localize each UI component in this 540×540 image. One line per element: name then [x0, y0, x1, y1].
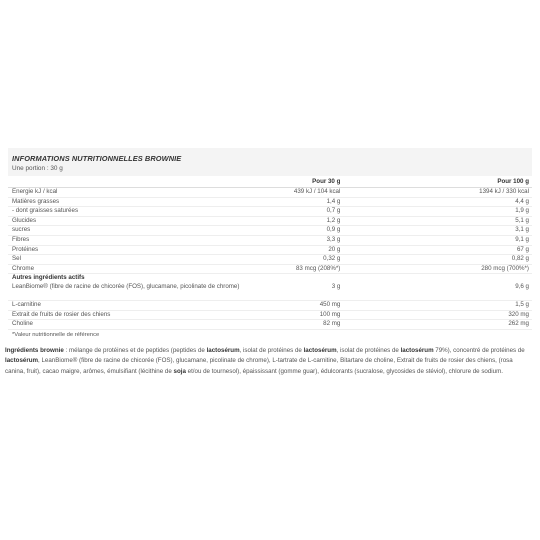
ingredient-text: : mélange de protéines et de peptides (peptides de — [63, 347, 207, 354]
section-row — [8, 274, 532, 283]
row-label: Energie kJ / kcal — [8, 188, 280, 198]
footnote: *Valeur nutritionnelle de référence — [12, 331, 100, 338]
ingredients-text — [5, 346, 525, 377]
table-row — [8, 300, 532, 310]
value-100g: 0,82 g — [343, 255, 532, 265]
row-label: LeanBiome® (fibre de racine de chicorée (FOS), glucamane, picolinate de chrome) — [8, 283, 280, 301]
value-100g: 1,5 g — [343, 300, 532, 310]
header-cell-30g: Pour 30 g — [280, 176, 343, 188]
ingredient-text: et/ou de tournesol), épaississant (gomme guar), édulcorants (sucralose, glycosides de stéviol), chlorure de sodium. — [185, 367, 503, 375]
nutrition-table — [8, 176, 532, 330]
value-30g: 3 g — [280, 283, 343, 301]
value-100g: 320 mg — [343, 310, 532, 320]
row-label: Protéines — [8, 245, 280, 255]
row-label: - dont graisses saturées — [8, 207, 280, 217]
allergen-text: soja — [173, 367, 186, 375]
table-row — [8, 320, 532, 330]
row-label: Chrome — [8, 264, 280, 274]
value-30g: 0,9 g — [280, 226, 343, 236]
value-100g: 5,1 g — [343, 216, 532, 226]
ingredient-text: , isolat de protéines de — [239, 347, 304, 354]
allergen-text: lactosérum — [303, 347, 337, 354]
header-cell-100g: Pour 100 g — [343, 176, 532, 188]
value-100g: 3,1 g — [343, 226, 532, 236]
value-100g: 262 mg — [343, 320, 532, 330]
ingredients-label: Ingrédients brownie — [5, 347, 64, 354]
table-header-row — [8, 176, 532, 188]
ingredient-text: , LeanBiome® (fibre de racine de chicorée (FOS), glucamane, picolinate de chrome), L-tartrate de L-carnitine, Bitartare de choline, Extrait de fruits de rosier des chiens, (rosa canina, fruit), cacao maigre, arômes, émulsifiant (lécithine de — [5, 357, 513, 375]
row-label: Fibres — [8, 235, 280, 245]
table-row — [8, 283, 532, 301]
value-30g: 450 mg — [280, 300, 343, 310]
value-30g: 20 g — [280, 245, 343, 255]
ingredient-text: , isolat de protéines de — [336, 347, 401, 354]
value-30g: 1,4 g — [280, 197, 343, 207]
ingredients-body — [5, 347, 525, 375]
value-30g: 83 mcg (208%*) — [280, 264, 343, 274]
ingredient-text: 79%), concentré de protéines de — [433, 347, 525, 354]
value-30g: 439 kJ / 104 kcal — [280, 188, 343, 198]
table-row — [8, 188, 532, 198]
value-100g: 9,6 g — [343, 283, 532, 301]
portion-size: Une portion : 30 g — [12, 165, 63, 172]
value-100g: 1,9 g — [343, 207, 532, 217]
value-30g: 1,2 g — [280, 216, 343, 226]
table-row — [8, 216, 532, 226]
value-30g: 0,7 g — [280, 207, 343, 217]
table-row — [8, 226, 532, 236]
header-cell-label — [8, 176, 280, 188]
nutrition-panel — [0, 148, 540, 342]
table-row — [8, 245, 532, 255]
allergen-text: lactosérum — [5, 357, 39, 365]
row-label: Glucides — [8, 216, 280, 226]
value-100g: 280 mcg (700%*) — [343, 264, 532, 274]
table-row — [8, 207, 532, 217]
table-row — [8, 310, 532, 320]
allergen-text: lactosérum — [206, 347, 240, 354]
nutrition-header — [8, 148, 532, 176]
row-label: L-carnitine — [8, 300, 280, 310]
row-label: Choline — [8, 320, 280, 330]
value-30g: 3,3 g — [280, 235, 343, 245]
table-row — [8, 264, 532, 274]
table-row — [8, 255, 532, 265]
row-label: Matières grasses — [8, 197, 280, 207]
value-100g: 67 g — [343, 245, 532, 255]
value-30g: 82 mg — [280, 320, 343, 330]
value-100g: 1394 kJ / 330 kcal — [343, 188, 532, 198]
row-label: Sel — [8, 255, 280, 265]
value-100g: 9,1 g — [343, 235, 532, 245]
value-100g: 4,4 g — [343, 197, 532, 207]
allergen-text: lactosérum — [400, 347, 434, 354]
row-label: sucres — [8, 226, 280, 236]
value-30g: 0,32 g — [280, 255, 343, 265]
section-title: Autres ingrédients actifs — [12, 274, 85, 282]
table-row — [8, 197, 532, 207]
table-row — [8, 235, 532, 245]
row-label: Extrait de fruits de rosier des chiens — [8, 310, 280, 320]
nutrition-title: INFORMATIONS NUTRITIONNELLES BROWNIE — [12, 154, 182, 163]
value-30g: 100 mg — [280, 310, 343, 320]
